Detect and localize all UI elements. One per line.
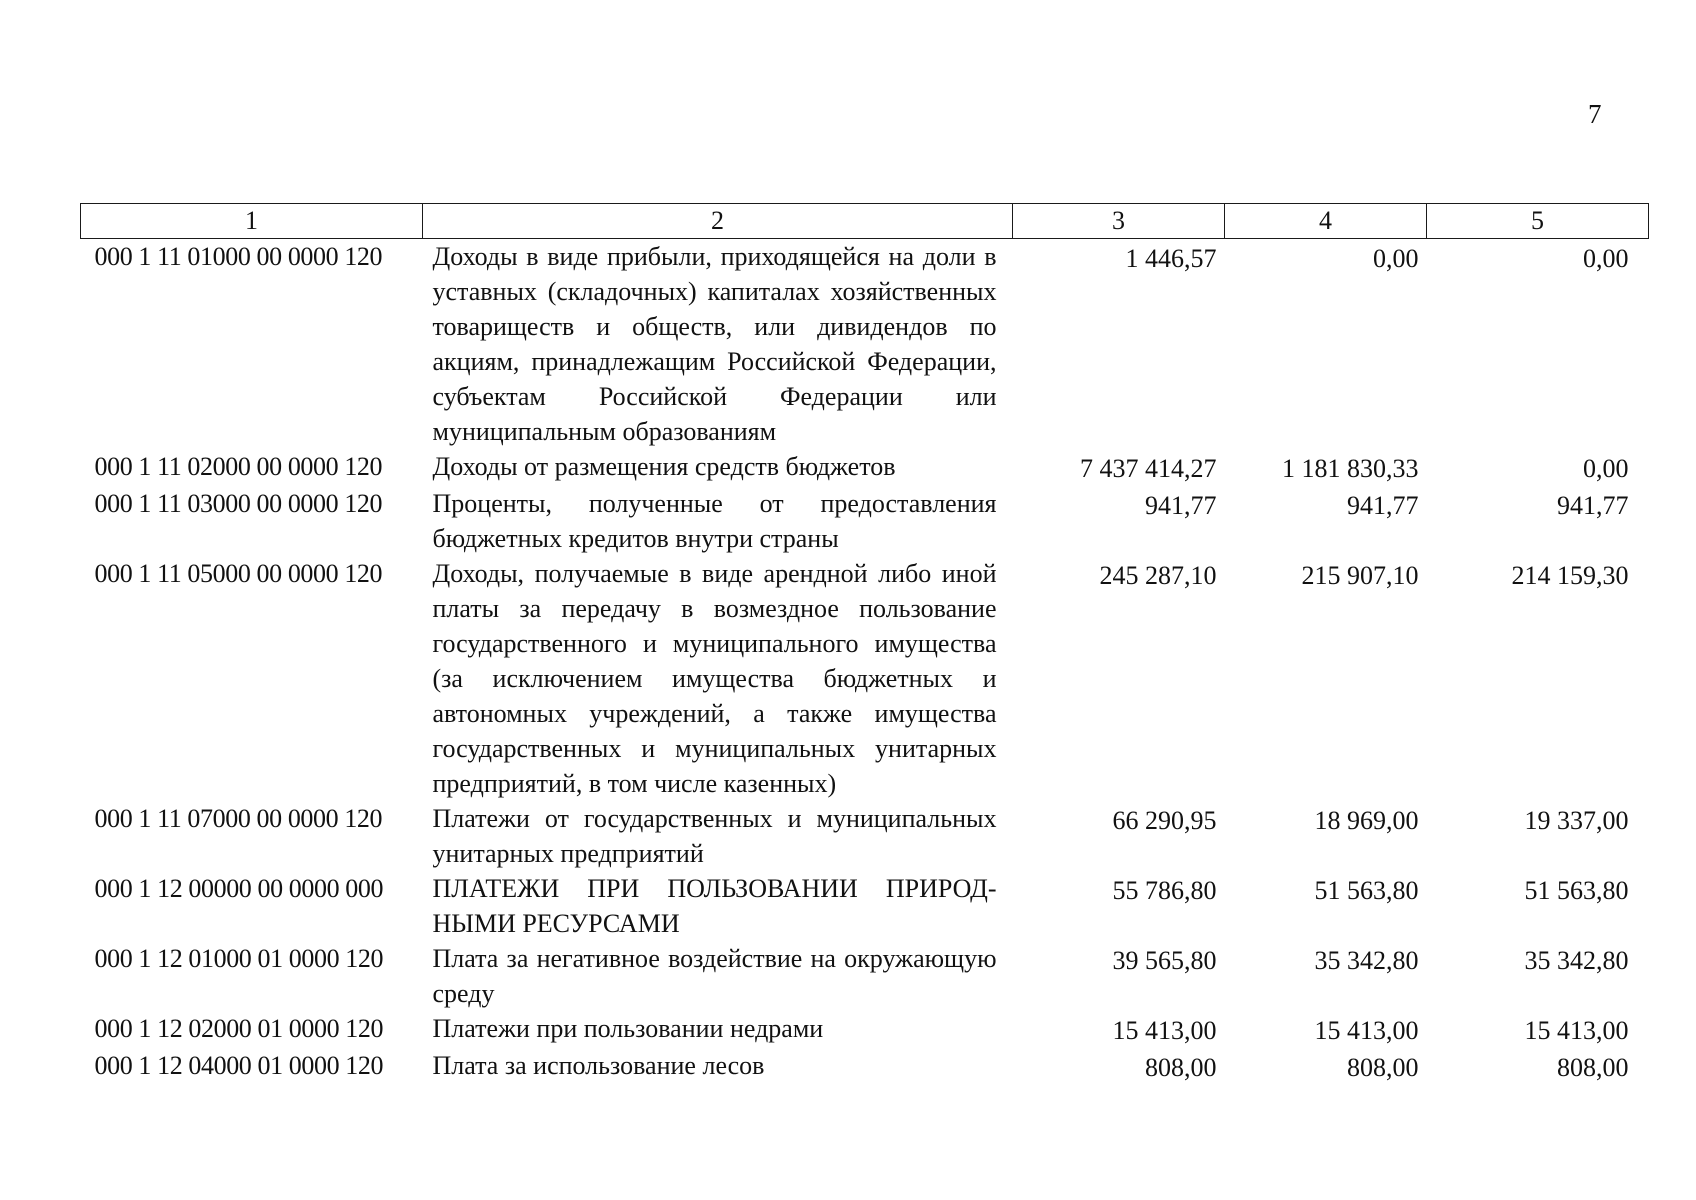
budget-classification-code: 000 1 11 01000 00 0000 120 [94, 242, 383, 271]
amount-column-4: 215 907,10 [1301, 561, 1419, 590]
revenue-item-name: Плата за негативное воздействие на окружающую среду [432, 944, 997, 1008]
budget-classification-code: 000 1 12 04000 01 0000 120 [94, 1051, 384, 1080]
revenue-item-name: Доходы, получаемые в виде арендной либо иной платы за передачу в возмездное пользование государственного и муниципального имущества (за исключением имущества бюджетных и автономных учреждений, а также имущества государственных и муниципальных унитарных предприятий, в том числе казенных) [432, 559, 997, 798]
table-row [81, 449, 1649, 486]
table-row [81, 1048, 1649, 1085]
table-row [81, 941, 1649, 1011]
budget-classification-code: 000 1 12 01000 01 0000 120 [94, 944, 384, 973]
revenue-item-name: Доходы от размещения средств бюджетов [432, 452, 896, 481]
amount-column-5: 808,00 [1557, 1053, 1629, 1082]
amount-column-3: 245 287,10 [1099, 561, 1217, 590]
amount-column-5: 15 413,00 [1524, 1016, 1629, 1045]
amount-column-4: 18 969,00 [1314, 806, 1419, 835]
amount-column-4: 1 181 830,33 [1282, 454, 1419, 483]
amount-column-3: 1 446,57 [1125, 244, 1217, 273]
amount-column-3: 941,77 [1145, 491, 1217, 520]
table-row [81, 1011, 1649, 1048]
amount-column-3: 66 290,95 [1112, 806, 1217, 835]
budget-classification-code: 000 1 12 00000 00 0000 000 [94, 874, 384, 903]
budget-revenue-table [80, 203, 1649, 1085]
budget-classification-code: 000 1 11 05000 00 0000 120 [94, 559, 383, 588]
amount-column-4: 941,77 [1347, 491, 1419, 520]
amount-column-4: 808,00 [1347, 1053, 1419, 1082]
amount-column-5: 0,00 [1583, 244, 1629, 273]
column-header-5: 5 [1427, 204, 1649, 239]
revenue-item-name: Доходы в виде прибыли, приходящейся на доли в уставных (складочных) капиталах хозяйственных товариществ и обществ, или дивидендов по акциям, принадлежащим Российской Федерации, субъектам Российской Федерации или муниципальным образованиям [432, 242, 997, 446]
amount-column-4: 15 413,00 [1314, 1016, 1419, 1045]
table-row [81, 871, 1649, 941]
revenue-item-name: Плата за использование лесов [432, 1051, 765, 1080]
column-header-2: 2 [423, 204, 1013, 239]
amount-column-4: 0,00 [1373, 244, 1419, 273]
amount-column-5: 51 563,80 [1524, 876, 1629, 905]
revenue-item-name: ПЛАТЕЖИ ПРИ ПОЛЬЗОВАНИИ ПРИРОД-НЫМИ РЕСУРСАМИ [432, 874, 997, 938]
revenue-item-name: Платежи при пользовании недрами [432, 1014, 824, 1043]
budget-classification-code: 000 1 11 07000 00 0000 120 [94, 804, 383, 833]
table-row [81, 239, 1649, 450]
revenue-item-name: Платежи от государственных и муниципальных унитарных предприятий [432, 804, 997, 868]
table-row [81, 486, 1649, 556]
budget-classification-code: 000 1 12 02000 01 0000 120 [94, 1014, 384, 1043]
amount-column-4: 51 563,80 [1314, 876, 1419, 905]
column-header-3: 3 [1013, 204, 1225, 239]
amount-column-4: 35 342,80 [1314, 946, 1419, 975]
table-row [81, 801, 1649, 871]
amount-column-5: 941,77 [1557, 491, 1629, 520]
amount-column-5: 19 337,00 [1524, 806, 1629, 835]
page-number: 7 [1588, 99, 1602, 129]
amount-column-5: 35 342,80 [1524, 946, 1629, 975]
amount-column-5: 0,00 [1583, 454, 1629, 483]
table-row [81, 556, 1649, 801]
column-header-4: 4 [1225, 204, 1427, 239]
revenue-item-name: Проценты, полученные от предоставления бюджетных кредитов внутри страны [432, 489, 997, 553]
amount-column-3: 39 565,80 [1112, 946, 1217, 975]
amount-column-3: 15 413,00 [1112, 1016, 1217, 1045]
amount-column-3: 7 437 414,27 [1080, 454, 1217, 483]
amount-column-5: 214 159,30 [1511, 561, 1629, 590]
amount-column-3: 808,00 [1145, 1053, 1217, 1082]
budget-classification-code: 000 1 11 02000 00 0000 120 [94, 452, 383, 481]
budget-classification-code: 000 1 11 03000 00 0000 120 [94, 489, 383, 518]
column-number-header-row [81, 204, 1649, 239]
column-header-1: 1 [81, 204, 423, 239]
amount-column-3: 55 786,80 [1112, 876, 1217, 905]
